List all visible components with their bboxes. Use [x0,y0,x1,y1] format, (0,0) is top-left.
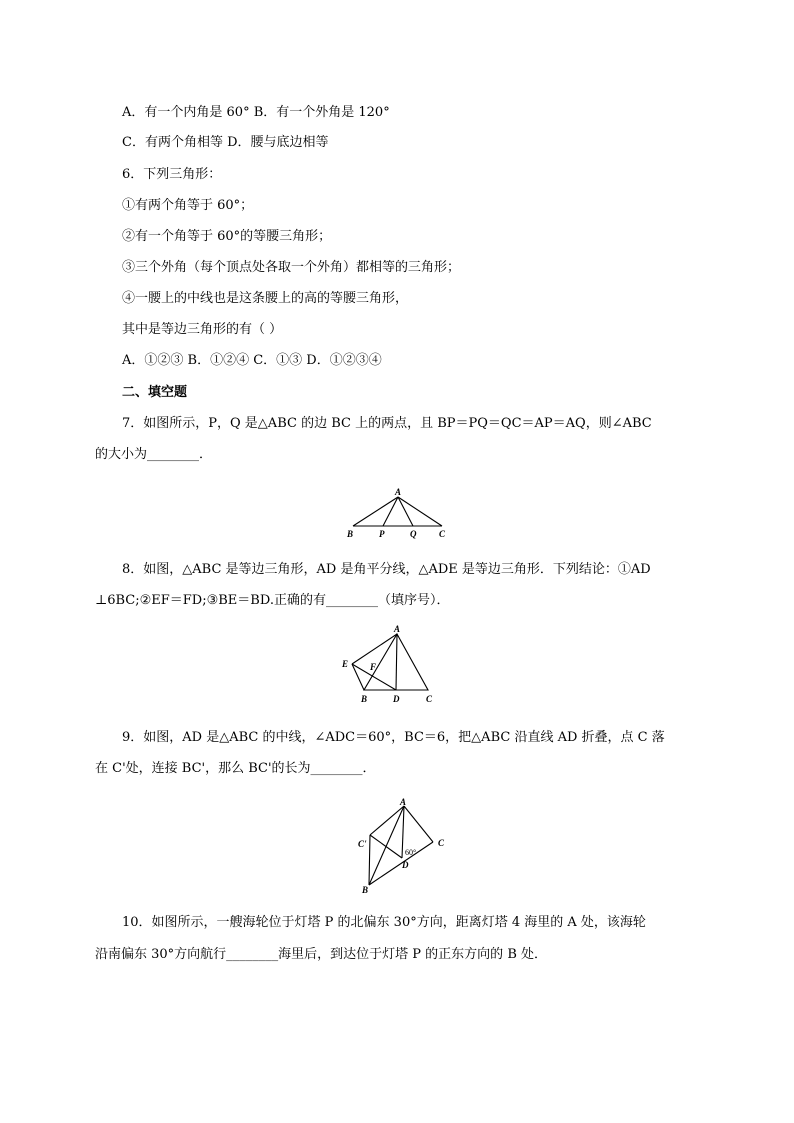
q9-label-d: D [402,860,409,870]
q8-label-c: C [426,694,433,704]
q6-stem: 6．下列三角形： [122,167,222,182]
q8-figure [334,622,444,708]
q5-options-line1: A．有一个内角是 60° B．有一个外角是 120° [122,105,390,120]
q6-item2: ②有一个角等于 60°的等腰三角形； [122,229,332,244]
q6-item4: ④一腰上的中线也是这条腰上的高的等腰三角形， [122,291,409,306]
q6-question: 其中是等边三角形的有（ ） [122,322,283,337]
q9-label-c-prime: C' [358,839,367,849]
q6-item3: ③三个外角（每个顶点处各取一个外角）都相等的三角形； [122,260,461,275]
q7-label-b: B [347,529,354,539]
q10-line2: 沿南偏东 30°方向航行________海里后，到达位于灯塔 P 的正东方向的 B 处． [95,947,548,962]
q7-label-q: Q [410,529,417,539]
q8-label-d: D [393,694,400,704]
q8-label-b: B [361,694,368,704]
q7-label-p: P [379,529,385,539]
q7-line2: 的大小为________． [95,447,213,462]
q8-line1: 8．如图，△ABC 是等边三角形，AD 是角平分线，△ADE 是等边三角形．下列结论：①AD [122,562,651,577]
q7-figure [338,484,458,544]
q8-label-e: E [342,659,349,669]
q7-label-a: A [395,487,402,497]
q9-line2: 在 C'处，连接 BC'，那么 BC'的长为________． [95,761,376,776]
q6-item1: ①有两个角等于 60°； [122,198,254,213]
q7-label-c: C [439,529,446,539]
q9-label-a: A [400,797,407,807]
q7-line1: 7．如图所示，P，Q 是△ABC 的边 BC 上的两点，且 BP＝PQ＝QC＝AP＝AQ，则∠ABC [122,416,652,431]
section-title: 二、填空题 [122,385,188,400]
q6-options: A．①②③ B．①②④ C．①③ D．①②③④ [122,353,382,368]
q9-label-b: B [362,885,369,895]
q9-line1: 9．如图，AD 是△ABC 的中线，∠ADC＝60°，BC＝6，把△ABC 沿直线 AD 折叠，点 C 落 [122,730,665,745]
q8-line2: ⊥6BC;②EF＝FD;③BE＝BD.正确的有________（填序号）． [95,593,450,608]
q5-options-line2: C．有两个角相等 D．腰与底边相等 [122,135,329,150]
q10-line1: 10．如图所示，一艘海轮位于灯塔 P 的北偏东 30°方向，距离灯塔 4 海里的 A 处，该海轮 [122,915,646,930]
q8-label-f: F [370,662,377,672]
q9-label-c: C [438,838,445,848]
q8-label-a: A [394,624,401,634]
q9-figure [348,796,458,896]
q9-label-angle: 60° [405,848,417,857]
